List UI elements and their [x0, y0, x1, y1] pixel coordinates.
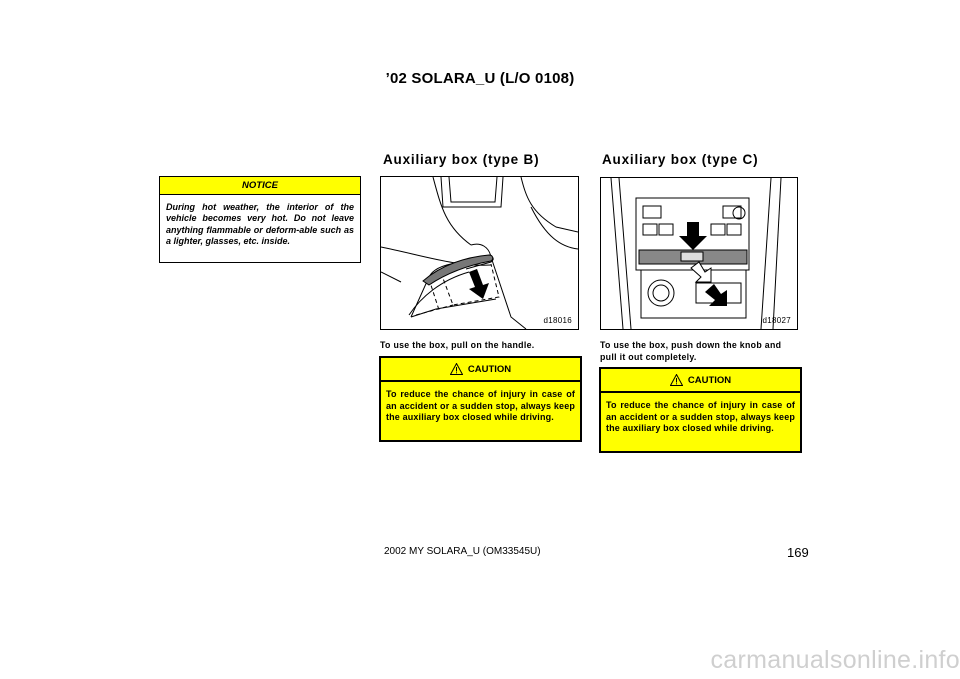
section-title-type-b: Auxiliary box (type B) [383, 152, 540, 167]
auxiliary-box-c-illustration [601, 178, 797, 329]
figure-auxiliary-box-type-c [600, 177, 798, 330]
notice-box [159, 176, 361, 263]
caution-box-c [599, 367, 802, 453]
warning-triangle-icon [670, 374, 683, 386]
warning-triangle-icon [450, 363, 463, 375]
caution-text-c: To reduce the chance of injury in case of an accident or a sudden stop, always keep the auxiliary box closed while driving. [606, 400, 795, 434]
instruction-type-b: To use the box, pull on the handle. [380, 340, 535, 350]
figure-auxiliary-box-type-b [380, 176, 579, 330]
instruction-type-c: To use the box, push down the knob and pull it out completely. [600, 340, 782, 362]
auxiliary-box-b-illustration [381, 177, 578, 329]
watermark: carmanualsonline.info [710, 646, 960, 674]
page-header: ’02 SOLARA_U (L/O 0108) [385, 70, 575, 87]
notice-heading: NOTICE [160, 177, 360, 195]
caution-heading-c: CAUTION [687, 374, 732, 386]
page-number: 169 [787, 545, 809, 560]
footer-model: 2002 MY SOLARA_U (OM33545U) [384, 546, 541, 557]
caution-heading-b: CAUTION [467, 363, 512, 375]
caution-text-b: To reduce the chance of injury in case of an accident or a sudden stop, always keep the auxiliary box closed while driving. [386, 389, 575, 423]
caution-box-b [379, 356, 582, 442]
figure-code-b: d18016 [543, 316, 572, 325]
section-title-type-c: Auxiliary box (type C) [602, 152, 759, 167]
notice-text: During hot weather, the interior of the vehicle becomes very hot. Do not leave anything flammable or deform-able such as a lighter, glasses, etc. inside. [166, 202, 354, 247]
figure-code-c: d18027 [762, 316, 791, 325]
